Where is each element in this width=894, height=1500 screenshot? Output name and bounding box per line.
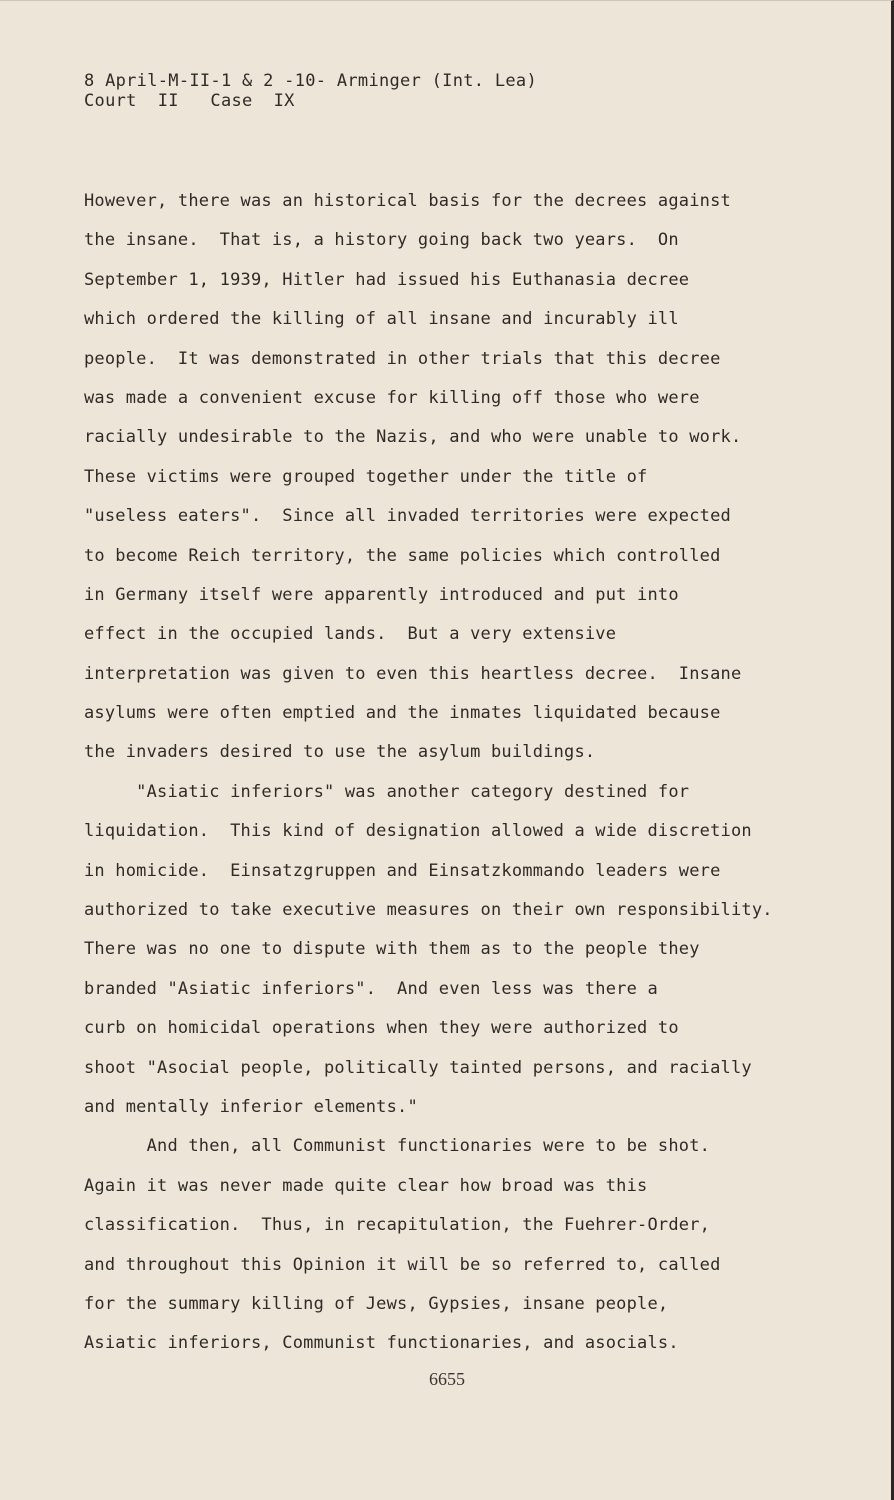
text-line-17: liquidation. This kind of designation allowed a wide discretion: [84, 821, 752, 842]
text-line-4: which ordered the killing of all insane and incurably ill: [84, 309, 679, 330]
text-line-11: in Germany itself were apparently introduced and put into: [84, 584, 679, 605]
body-text: [84, 187, 854, 1369]
text-line-2: the insane. That is, a history going back two years. On: [84, 230, 679, 251]
text-line-5: people. It was demonstrated in other trials that this decree: [84, 348, 721, 369]
text-line-1: However, there was an historical basis for the decrees against: [84, 191, 731, 211]
text-line-19: authorized to take executive measures on their own responsibility.: [84, 900, 773, 921]
header-line-1: 8 April-M-II-1 & 2 -10- Arminger (Int. Lea): [84, 71, 537, 91]
text-line-27: classification. Thus, in recapitulation, the Fuehrer-Order,: [84, 1215, 711, 1236]
text-line-30: Asiatic inferiors, Communist functionaries, and asocials.: [84, 1333, 679, 1354]
text-line-6: was made a convenient excuse for killing off those who were: [84, 387, 700, 408]
text-line-26: Again it was never made quite clear how broad was this: [84, 1175, 648, 1196]
header-line-2: Court II Case IX: [84, 91, 295, 111]
text-line-14: asylums were often emptied and the inmates liquidated because: [84, 703, 721, 724]
text-line-8: These victims were grouped together under the title of: [84, 466, 648, 487]
text-line-16: "Asiatic inferiors" was another category destined for: [84, 781, 690, 802]
text-line-13: interpretation was given to even this heartless decree. Insane: [84, 663, 742, 684]
text-line-12: effect in the occupied lands. But a very extensive: [84, 624, 617, 645]
text-line-23: shoot "Asocial people, politically tainted persons, and racially: [84, 1057, 752, 1078]
text-line-22: curb on homicidal operations when they were authorized to: [84, 1018, 679, 1039]
text-line-28: and throughout this Opinion it will be so referred to, called: [84, 1254, 721, 1275]
text-line-29: for the summary killing of Jews, Gypsies, insane people,: [84, 1293, 669, 1314]
text-line-21: branded "Asiatic inferiors". And even less was there a: [84, 978, 658, 999]
text-line-3: September 1, 1939, Hitler had issued his Euthanasia decree: [84, 269, 690, 290]
text-line-7: racially undesirable to the Nazis, and who were unable to work.: [84, 427, 742, 448]
text-line-24: and mentally inferior elements.": [84, 1096, 418, 1117]
text-line-15: the invaders desired to use the asylum buildings.: [84, 742, 596, 763]
text-line-10: to become Reich territory, the same policies which controlled: [84, 545, 721, 566]
text-line-20: There was no one to dispute with them as to the people they: [84, 939, 700, 960]
text-line-9: "useless eaters". Since all invaded territories were expected: [84, 506, 731, 527]
page-number: 6655: [429, 1369, 465, 1389]
document-header: [84, 71, 537, 111]
text-line-18: in homicide. Einsatzgruppen and Einsatzkommando leaders were: [84, 860, 721, 881]
text-line-25: And then, all Communist functionaries were to be shot.: [84, 1136, 711, 1157]
